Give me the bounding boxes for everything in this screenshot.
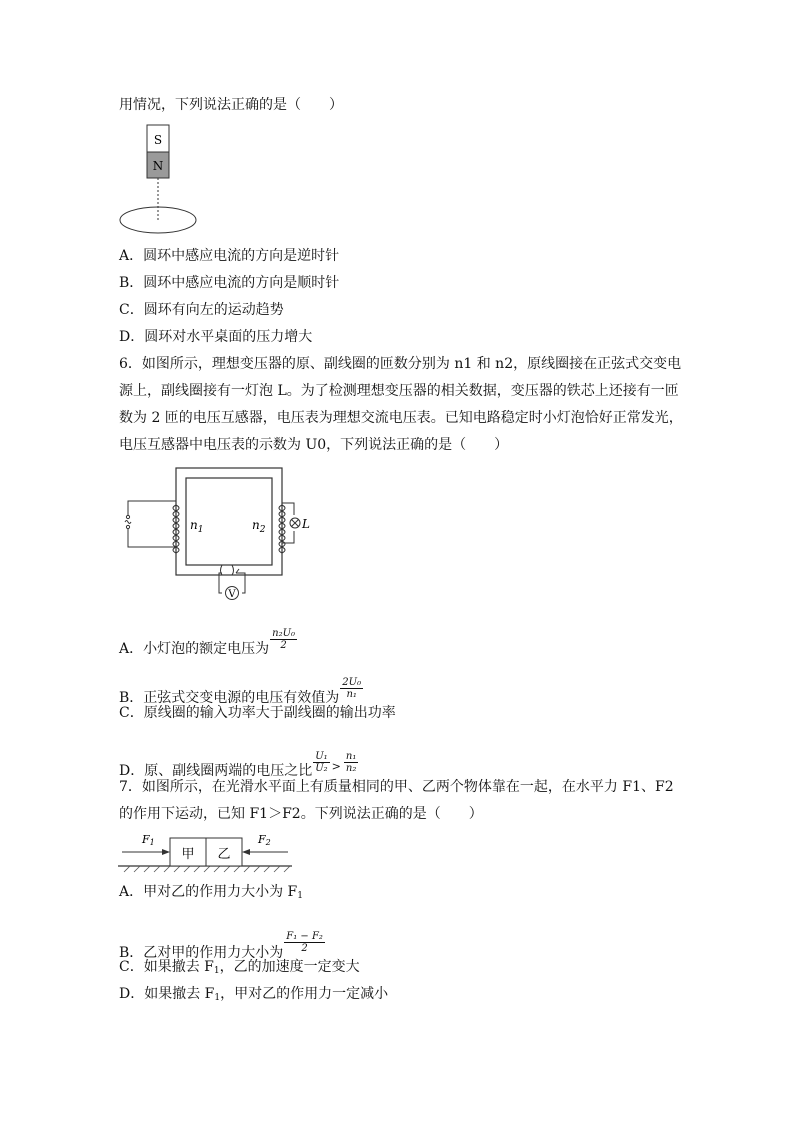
q7-stem-line-1: 7．如图所示，在光滑水平面上有质量相同的甲、乙两个物体靠在一起，在水平力 F1、F2 xyxy=(119,779,674,795)
q5-option-c: C．圆环有向左的运动趋势 xyxy=(119,302,284,318)
q5-stem-tail: 用情况，下列说法正确的是（ ） xyxy=(119,97,343,113)
n2-label: $n_2$ xyxy=(252,518,266,535)
lamp-symbol xyxy=(290,515,300,531)
voltmeter-label: V xyxy=(228,589,236,600)
q7-b-fraction: $\frac{\text{F₁ − F₂}}{2}$ xyxy=(286,931,323,954)
q5-option-d: D．圆环对水平桌面的压力增大 xyxy=(119,329,313,345)
block-yi-label: 乙 xyxy=(217,847,231,862)
q7-option-a: A．甲对乙的作用力大小为 $F_1$ xyxy=(119,884,304,901)
lamp-label: L xyxy=(302,517,310,531)
q5-option-a: A．圆环中感应电流的方向是逆时针 xyxy=(119,248,340,264)
ground-hatching xyxy=(124,866,290,872)
magnet-s-label: S xyxy=(153,133,163,147)
primary-wire xyxy=(128,501,176,547)
q7-figure-blocks xyxy=(118,827,298,877)
q6-option-b: B．正弦式交变电源的电压有效值为 $\frac{\text{2U₀}}{\text{n₁}}$ xyxy=(119,677,362,706)
q6-stem-line-4: 电压互感器中电压表的示数为 U0，下列说法正确的是（ ） xyxy=(119,437,509,453)
q6-a-fraction: $\frac{\text{n₂U₀}}{2}$ xyxy=(272,628,296,651)
q7-stem-line-2: 的作用下运动，已知 F1＞F2。下列说法正确的是（ ） xyxy=(119,806,483,822)
q6-option-a: A．小灯泡的额定电压为 $\frac{\text{n₂U₀}}{2}$ xyxy=(119,628,296,657)
q7-option-b: B．乙对甲的作用力大小为 $\frac{\text{F₁ − F₂}}{2}$ xyxy=(119,931,323,961)
q5-option-b: B．圆环中感应电流的方向是顺时针 xyxy=(119,275,340,291)
magnet-n-label: N xyxy=(152,159,164,173)
n1-label: $n_1$ xyxy=(190,518,204,535)
q6-option-d: D．原、副线圈两端的电压之比 $\frac{\text{U₁}}{\text{U₂}}$ > $\frac{\text{n₁}}{\text{n₂}}$ xyxy=(119,751,357,779)
q6-figure-transformer xyxy=(118,463,328,612)
q6-b-fraction: $\frac{\text{2U₀}}{\text{n₁}}$ xyxy=(342,677,362,700)
q7-option-d: D．如果撤去 $F_1$，甲对乙的作用力一定减小 xyxy=(119,986,389,1003)
q6-stem-line-3: 数为 2 匝的电压互感器，电压表为理想交流电压表。已知电路稳定时小灯泡恰好正常发光， xyxy=(119,410,683,426)
q6-option-c: C．原线圈的输入功率大于副线圈的输出功率 xyxy=(119,705,396,721)
q6-stem-line-1: 6．如图所示，理想变压器的原、副线圈的匝数分别为 n1 和 n2，原线圈接在正弦式交变电 xyxy=(119,356,682,372)
ac-source-symbol xyxy=(123,515,133,529)
f2-label: F2 xyxy=(258,833,271,847)
block-jia-label: 甲 xyxy=(181,847,195,862)
q6-stem-line-2: 源上，副线圈接有一灯泡 L。为了检测理想变压器的相关数据，变压器的铁芯上还接有一匝 xyxy=(119,383,679,399)
q5-figure-magnet-ring xyxy=(115,120,205,239)
q6-d-fraction-n: $\frac{\text{n₁}}{\text{n₂}}$ xyxy=(345,751,357,774)
q7-option-c: C．如果撤去 $F_1$，乙的加速度一定变大 xyxy=(119,959,360,976)
q6-d-fraction-u: $\frac{\text{U₁}}{\text{U₂}}$ xyxy=(315,751,328,774)
f1-label: F1 xyxy=(142,833,155,847)
